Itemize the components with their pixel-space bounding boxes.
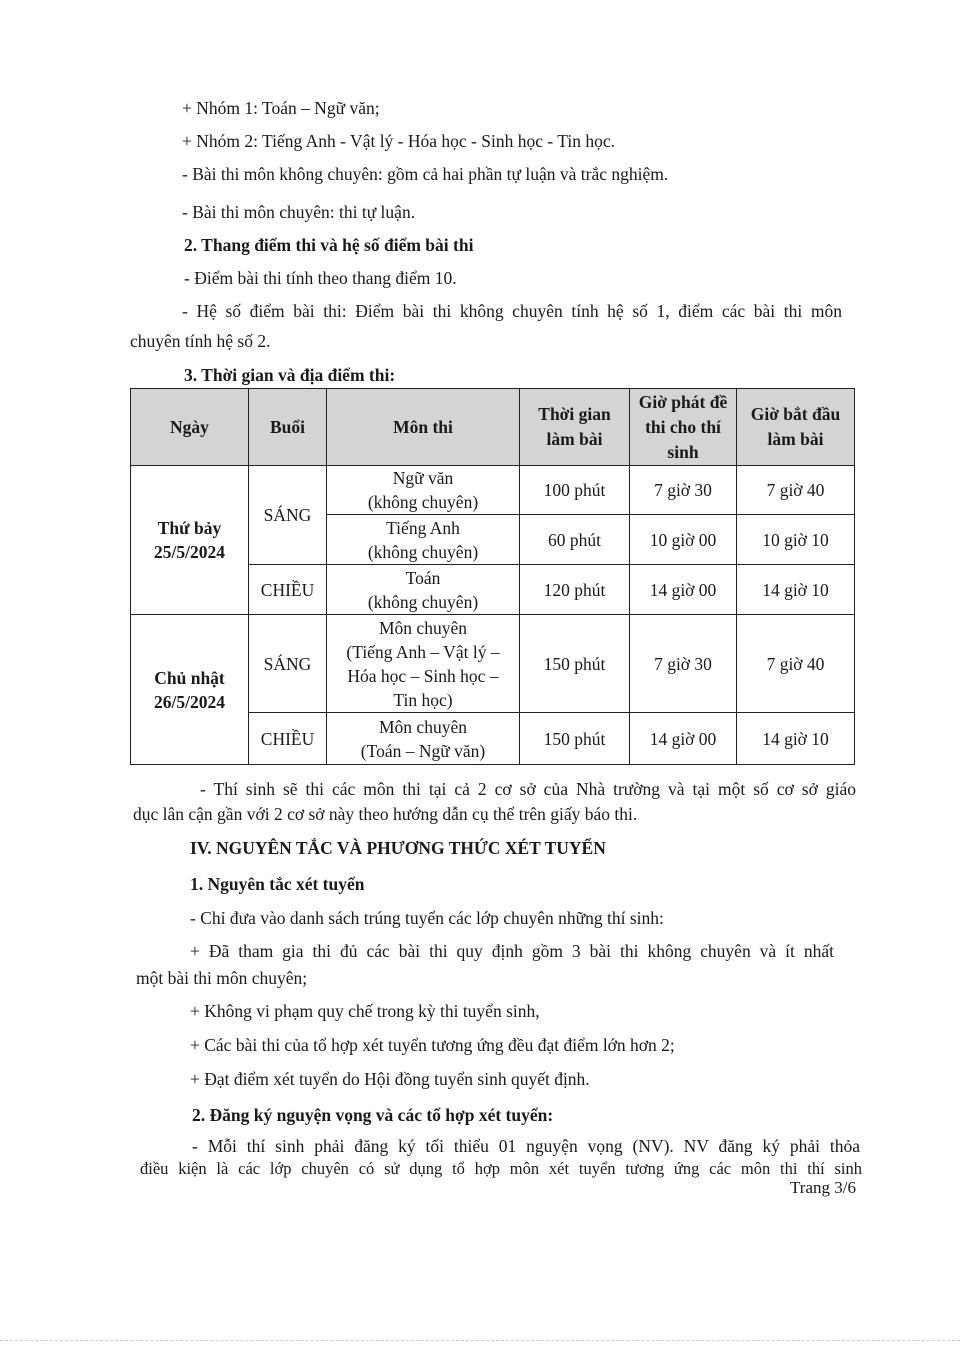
duration-cell: 100 phút — [520, 466, 630, 515]
subject-line: (không chuyên) — [367, 541, 479, 562]
principle-item-1b: một bài thi môn chuyên; — [136, 968, 308, 988]
subject-line: Tiếng Anh — [386, 517, 460, 538]
start-time-cell: 10 giờ 10 — [737, 515, 855, 565]
subject-cell — [327, 713, 520, 765]
duration-cell: 150 phút — [520, 615, 630, 713]
header-subject: Môn thi — [327, 389, 520, 466]
start-time-cell: 14 giờ 10 — [737, 565, 855, 615]
heading-score-scale: 2. Thang điểm thi và hệ số điểm bài thi — [184, 235, 474, 255]
subject-line: (Tiếng Anh – Vật lý – — [346, 641, 500, 662]
subject-line: Ngữ văn — [392, 468, 454, 488]
page-number: Trang 3/6 — [790, 1178, 856, 1197]
duration-cell: 150 phút — [520, 713, 630, 765]
start-time-cell: 14 giờ 10 — [737, 713, 855, 765]
principle-item-4: + Đạt điểm xét tuyển do Hội đồng tuyển sinh quyết định. — [190, 1069, 590, 1089]
group-2-line: + Nhóm 2: Tiếng Anh - Vật lý - Hóa học - Sinh học - Tin học. — [182, 131, 615, 151]
heading-principles: 1. Nguyên tắc xét tuyển — [190, 874, 365, 894]
table-row — [131, 615, 855, 713]
session-cell: CHIỀU — [249, 565, 327, 615]
subject-line: Tin học) — [393, 689, 453, 710]
subject-cell — [327, 565, 520, 615]
start-time-cell: 7 giờ 40 — [737, 466, 855, 515]
header-issue-time: Giờ phát đề thi cho thí sinh — [630, 389, 737, 466]
start-time-cell: 7 giờ 40 — [737, 615, 855, 713]
issue-time-cell: 14 giờ 00 — [630, 713, 737, 765]
issue-time-cell: 7 giờ 30 — [630, 615, 737, 713]
coefficient-line-1: - Hệ số điểm bài thi: Điểm bài thi không chuyên tính hệ số 1, điểm các bài thi môn — [182, 301, 842, 321]
duration-cell: 60 phút — [520, 515, 630, 565]
principle-item-1a: + Đã tham gia thi đủ các bài thi quy định gồm 3 bài thi không chuyên và ít nhất — [190, 941, 834, 961]
subject-cell — [327, 515, 520, 565]
day-cell: Chủ nhật 26/5/2024 — [131, 615, 249, 765]
session-cell: SÁNG — [249, 466, 327, 565]
exam-schedule-table — [130, 388, 855, 765]
specialized-exam-line: - Bài thi môn chuyên: thi tự luận. — [182, 202, 416, 222]
issue-time-cell: 10 giờ 00 — [630, 515, 737, 565]
duration-cell: 120 phút — [520, 565, 630, 615]
score-scale-line: - Điểm bài thi tính theo thang điểm 10. — [184, 268, 457, 288]
heading-registration: 2. Đăng ký nguyện vọng và các tổ hợp xét tuyển: — [192, 1105, 554, 1125]
subject-line: Môn chuyên — [379, 716, 467, 737]
subject-line: (Toán – Ngữ văn) — [360, 740, 486, 761]
session-cell: SÁNG — [249, 615, 327, 713]
non-specialized-exam-line: - Bài thi môn không chuyên: gồm cả hai phần tự luận và trắc nghiệm. — [182, 164, 669, 184]
exam-location-line-1: - Thí sinh sẽ thi các môn thi tại cả 2 cơ sở của Nhà trường và tại một số cơ sở giáo — [200, 779, 856, 799]
header-duration: Thời gian làm bài — [520, 389, 630, 466]
heading-time-place: 3. Thời gian và địa điểm thi: — [184, 365, 396, 385]
header-start-time: Giờ bắt đầu làm bài — [737, 389, 855, 466]
header-day: Ngày — [131, 389, 249, 466]
group-1-line: + Nhóm 1: Toán – Ngữ văn; — [182, 98, 380, 118]
table-header-row — [131, 389, 855, 466]
header-session: Buổi — [249, 389, 327, 466]
day-cell: Thứ bảy 25/5/2024 — [131, 466, 249, 615]
table-row — [131, 466, 855, 515]
subject-line: (không chuyên) — [367, 591, 479, 612]
subject-line: Môn chuyên — [379, 617, 467, 638]
subject-line: Toán — [405, 567, 441, 588]
issue-time-cell: 7 giờ 30 — [630, 466, 737, 515]
registration-line-1: - Mỗi thí sinh phải đăng ký tối thiểu 01 nguyện vọng (NV). NV đăng ký phải thỏa — [192, 1136, 860, 1156]
subject-line: (không chuyên) — [367, 492, 479, 512]
exam-location-line-2: dục lân cận gần với 2 cơ sở này theo hướng dẫn cụ thể trên giấy báo thi. — [133, 804, 638, 824]
registration-line-2: điều kiện là các lớp chuyên có sử dụng tổ hợp môn xét tuyển tương ứng các môn thi thí sinh — [140, 1159, 862, 1178]
coefficient-line-2: chuyên tính hệ số 2. — [130, 331, 271, 351]
section-iv-heading: IV. NGUYÊN TẮC VÀ PHƯƠNG THỨC XÉT TUYỂN — [190, 838, 606, 858]
subject-cell — [327, 466, 520, 515]
principle-intro: - Chỉ đưa vào danh sách trúng tuyển các lớp chuyên những thí sinh: — [190, 908, 664, 928]
issue-time-cell: 14 giờ 00 — [630, 565, 737, 615]
session-cell: CHIỀU — [249, 713, 327, 765]
subject-cell — [327, 615, 520, 713]
bottom-divider — [0, 1340, 960, 1341]
principle-item-2: + Không vi phạm quy chế trong kỳ thi tuyển sinh, — [190, 1001, 540, 1021]
principle-item-3: + Các bài thi của tổ hợp xét tuyển tương ứng đều đạt điểm lớn hơn 2; — [190, 1035, 675, 1055]
subject-line: Hóa học – Sinh học – — [347, 665, 499, 686]
